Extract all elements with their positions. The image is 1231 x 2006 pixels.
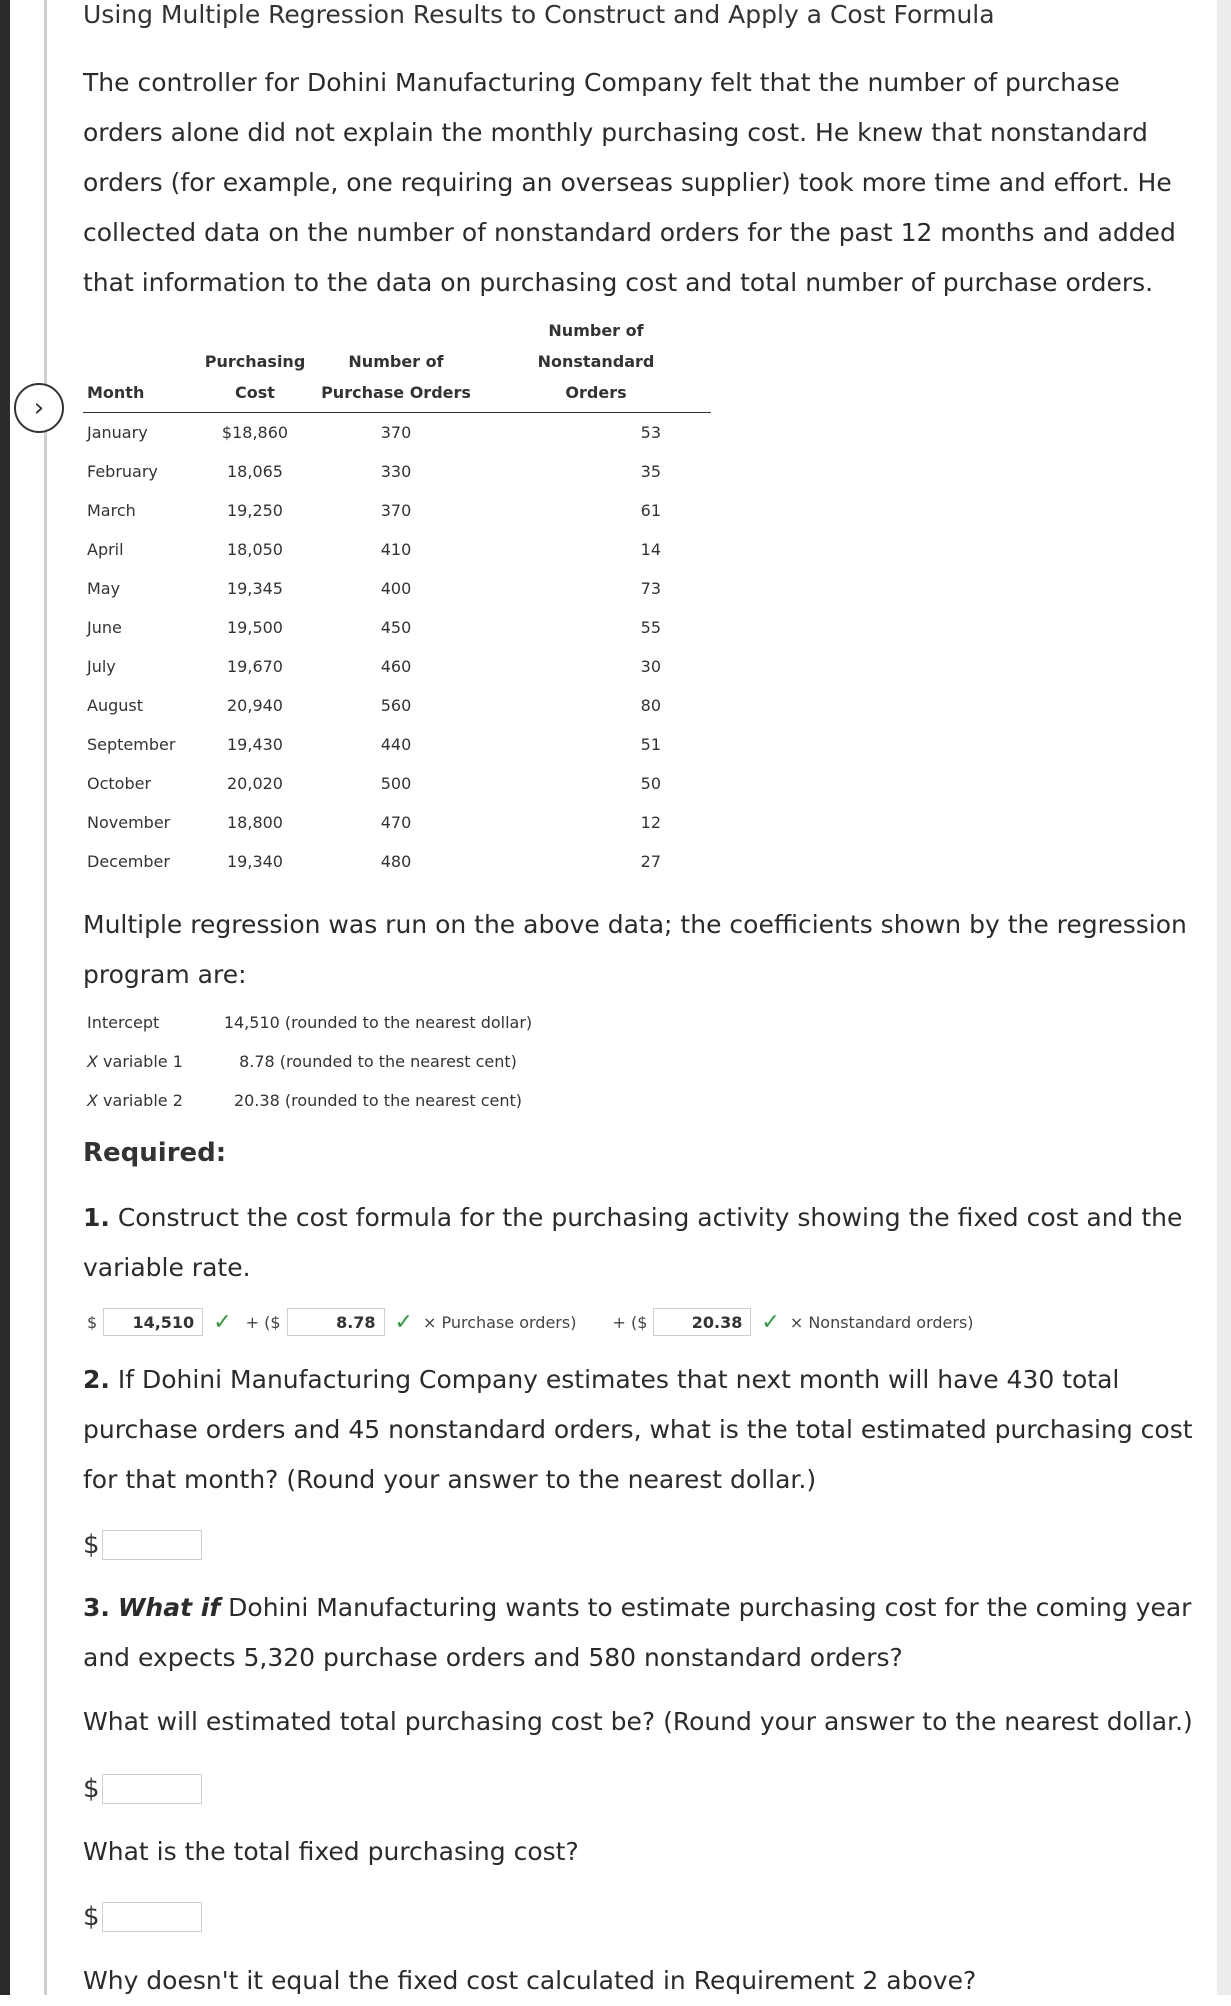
question-3: 3. What if Dohini Manufacturing wants to estimate purchasing cost for the coming year and expects 5,320 purchase orders and 580 nonstandard orders?	[83, 1593, 1192, 1672]
month-cell: March	[87, 501, 136, 520]
table-row	[83, 803, 711, 842]
cost-cell: 18,050	[227, 540, 283, 559]
cost-cell: $18,860	[221, 423, 289, 442]
purchase-orders-cell: 470	[380, 813, 412, 832]
plus-paren-2: + ($	[612, 1312, 648, 1332]
month-cell: May	[87, 579, 121, 598]
purchase-orders-cell: 370	[380, 423, 412, 442]
table-row	[83, 608, 711, 647]
month-cell: April	[87, 540, 124, 559]
nonstandard-orders-cell: 35	[640, 462, 661, 481]
plus-paren-1: + ($	[245, 1312, 281, 1332]
nonstandard-orders-cell: 53	[640, 423, 661, 442]
nonstandard-orders-cell: 80	[640, 696, 661, 715]
nonstandard-orders-cell: 61	[640, 501, 661, 520]
nonstandard-orders-cell: 51	[640, 735, 661, 754]
question-3-sub-1: What will estimated total purchasing cost be? (Round your answer to the nearest dollar.)	[83, 1707, 1193, 1736]
coef-row-intercept	[87, 1003, 533, 1042]
cost-cell: 18,800	[227, 813, 283, 832]
intro-paragraph: The controller for Dohini Manufacturing Company felt that the number of purchase orders alone did not explain the monthly purchasing cost. He knew that nonstandard orders (for example, one requiring an overseas supplier) took more time and effort. He collected data on the number of nonstandard orders for the past 12 months and added that information to the data on purchasing cost and total number of purchase orders.	[83, 68, 1176, 297]
cost-cell: 19,250	[227, 501, 283, 520]
purchase-orders-cell: 450	[380, 618, 412, 637]
dollar-sign: $	[83, 1530, 100, 1560]
fixed-cost-input[interactable]: 14,510	[103, 1308, 203, 1336]
table-row	[83, 452, 711, 491]
cost-cell: 19,430	[227, 735, 283, 754]
table-row	[83, 842, 711, 881]
q2-answer-input[interactable]	[102, 1530, 202, 1560]
month-cell: December	[87, 852, 170, 871]
purchase-orders-cell: 410	[380, 540, 412, 559]
purchase-orders-cell: 480	[380, 852, 412, 871]
nonstandard-orders-cell: 73	[640, 579, 661, 598]
month-cell: September	[87, 735, 176, 754]
cost-cell: 19,670	[227, 657, 283, 676]
dollar-sign: $	[83, 1902, 100, 1932]
purchase-orders-label: × Purchase orders)	[422, 1312, 577, 1332]
q3-total-cost-input[interactable]	[102, 1774, 202, 1804]
month-cell: June	[87, 618, 122, 637]
month-cell: October	[87, 774, 152, 793]
cost-cell: 19,500	[227, 618, 283, 637]
table-row	[83, 647, 711, 686]
nonstandard-rate-input[interactable]: 20.38	[653, 1308, 751, 1336]
table-row	[83, 686, 711, 725]
cost-cell: 19,345	[227, 579, 283, 598]
purchase-orders-cell: 560	[380, 696, 412, 715]
table-row	[83, 764, 711, 803]
header-purchasing-cost: Purchasing Cost	[199, 315, 311, 413]
table-header-row	[83, 315, 711, 413]
cost-cell: 20,020	[227, 774, 283, 793]
coef-row-x1	[87, 1042, 533, 1081]
table-row	[83, 569, 711, 608]
purchase-orders-cell: 400	[380, 579, 412, 598]
coef-value: 20.38 (rounded to the nearest cent)	[233, 1091, 522, 1110]
table-row	[83, 530, 711, 569]
coef-label: Intercept	[87, 1013, 160, 1032]
regression-intro: Multiple regression was run on the above data; the coefficients shown by the regression program are:	[83, 910, 1187, 989]
nonstandard-orders-label: × Nonstandard orders)	[789, 1312, 974, 1332]
check-icon: ✓	[761, 1309, 780, 1335]
q3-fixed-cost-input[interactable]	[102, 1902, 202, 1932]
page-title: Using Multiple Regression Results to Construct and Apply a Cost Formula	[83, 0, 995, 29]
chevron-right-icon: ›	[33, 393, 45, 423]
question-3-sub-3: Why doesn't it equal the fixed cost calculated in Requirement 2 above?	[83, 1966, 977, 1995]
purchase-orders-cell: 460	[380, 657, 412, 676]
nonstandard-orders-cell: 14	[640, 540, 661, 559]
nonstandard-orders-cell: 12	[640, 813, 661, 832]
header-purchase-orders: Number of Purchase Orders	[311, 315, 481, 413]
month-cell: August	[87, 696, 143, 715]
purchase-orders-cell: 440	[380, 735, 412, 754]
month-cell: November	[87, 813, 171, 832]
nonstandard-orders-cell: 50	[640, 774, 661, 793]
purchase-orders-cell: 370	[380, 501, 412, 520]
nonstandard-orders-cell: 27	[640, 852, 661, 871]
required-heading: Required:	[83, 1138, 227, 1168]
coef-label: X variable 2	[87, 1091, 183, 1110]
nonstandard-orders-cell: 55	[640, 618, 661, 637]
month-cell: January	[87, 423, 148, 442]
q3-total-answer-row	[83, 1774, 202, 1804]
coef-row-x2	[87, 1081, 533, 1120]
cost-data-table	[83, 315, 711, 881]
check-icon: ✓	[394, 1309, 413, 1335]
dollar-sign: $	[83, 1774, 100, 1804]
coef-value: 8.78 (rounded to the nearest cent)	[239, 1052, 517, 1071]
question-1: 1. Construct the cost formula for the purchasing activity showing the fixed cost and the variable rate.	[83, 1203, 1183, 1282]
table-row	[83, 413, 711, 453]
dollar-sign: $	[87, 1312, 98, 1332]
table-row	[83, 725, 711, 764]
cost-formula	[87, 1307, 974, 1337]
q3-fixed-answer-row	[83, 1902, 202, 1932]
left-edge-bar	[0, 0, 10, 1995]
question-2: 2. If Dohini Manufacturing Company estimates that next month will have 430 total purchase orders and 45 nonstandard orders, what is the total estimated purchasing cost for that month? (Round your answer to the nearest dollar.)	[83, 1365, 1193, 1494]
cost-cell: 20,940	[227, 696, 283, 715]
question-3-sub-2: What is the total fixed purchasing cost?	[83, 1837, 579, 1866]
coef-label: X variable 1	[87, 1052, 183, 1071]
month-cell: July	[87, 657, 116, 676]
left-divider-line	[44, 0, 47, 1995]
nonstandard-orders-cell: 30	[640, 657, 661, 676]
month-cell: February	[87, 462, 158, 481]
coefficients-list	[87, 1003, 533, 1120]
right-scroll-track	[1217, 0, 1231, 1995]
table-row	[83, 491, 711, 530]
q2-answer-row	[83, 1530, 202, 1560]
expand-chevron-icon[interactable]	[14, 383, 64, 433]
check-icon: ✓	[213, 1309, 232, 1335]
cost-cell: 18,065	[227, 462, 283, 481]
purchase-order-rate-input[interactable]: 8.78	[287, 1308, 385, 1336]
coef-value: 14,510 (rounded to the nearest dollar)	[223, 1013, 533, 1032]
purchase-orders-cell: 330	[380, 462, 412, 481]
header-month: Month	[83, 315, 199, 413]
purchase-orders-cell: 500	[380, 774, 412, 793]
header-nonstandard-orders: Number of Nonstandard Orders	[481, 315, 711, 413]
cost-cell: 19,340	[227, 852, 283, 871]
